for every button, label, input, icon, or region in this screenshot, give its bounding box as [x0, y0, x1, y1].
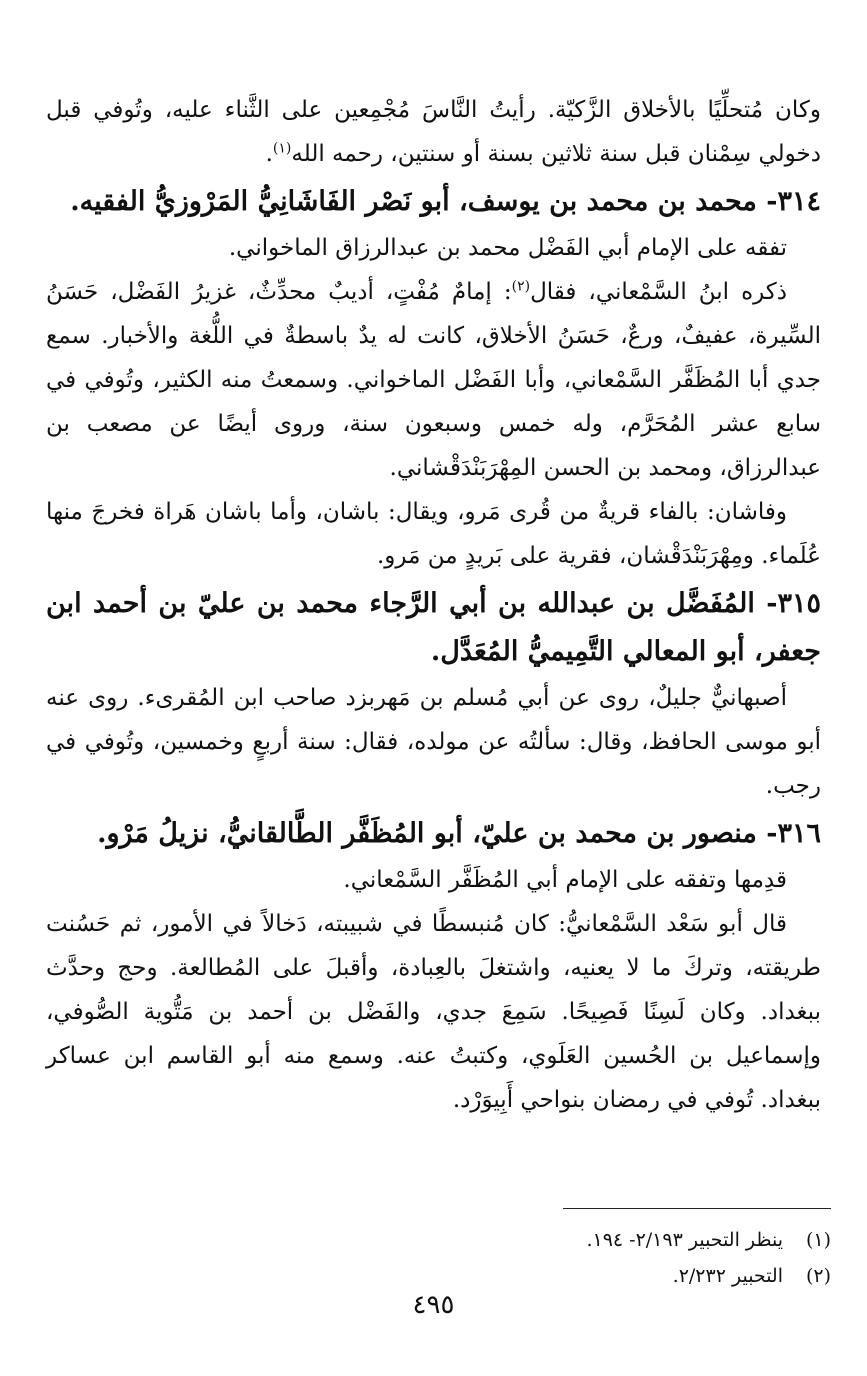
page-number: ٤٩٥: [412, 1290, 455, 1320]
footnote-text: ينظر التحبير ٢/١٩٣- ١٩٤.: [586, 1229, 783, 1251]
paragraph: [46, 88, 821, 176]
paragraph: وفاشان: بالفاء قريةٌ من قُرى مَرو، ويقال: باشان، وأما باشان هَراة فخرجَ منها عُلَماء. ومِهْرَبَنْدَقْشان، فقرية على بَريدٍ من مَرو.: [46, 499, 821, 569]
paragraph: أصبهانيٌّ جليلٌ، روى عن أبي مُسلم بن مَهربزد صاحب ابن المُقرىء. روى عنه أبو موسى الحافظ، وقال: سألتُه عن مولده، فقال: سنة أربعٍ وخمسين، وتُوفي في رجب.: [46, 685, 821, 799]
footnote-item: [200, 1222, 831, 1258]
footnote-ref: (٢): [511, 278, 531, 295]
entry-heading-314: ٣١٤- محمد بن محمد بن يوسف، أبو نَصْر الفَاشَانِيُّ المَرْوزيُّ الفقيه.: [70, 186, 821, 217]
paragraph: تفقه على الإمام أبي الفَضْل محمد بن عبدالرزاق الماخواني.: [228, 235, 787, 261]
paragraph-text: : إمامٌ مُفْتٍ، أديبٌ محدِّثٌ، غزيرُ الفَضْل، حَسَنُ السِّيرة، عفيفٌ، ورعٌ، حَسَنُ الأخلاق، كانت له يدٌ باسطةٌ في اللُّغة والأخبار. سمع جدي أبا المُظَفَّر السَّمْعاني، وأبا الفَضْل الماخواني. وسمعتُ منه الكثير، وتُوفي في سابع عشر المُحَرَّم، وله خمس وسبعون سنة، وروى أيضًا عن مصعب بن عبدالرزاق، ومحمد بن الحسن المِهْرَبَنْدَقْشاني.: [46, 279, 821, 481]
paragraph-end: .: [265, 141, 273, 167]
footnote-text: التحبير ٢/٢٣٢.: [672, 1265, 783, 1287]
paragraph: قدِمها وتفقه على الإمام أبي المُظَفَّر السَّمْعاني.: [343, 867, 787, 893]
main-text: [46, 88, 821, 1122]
footnote-item: [200, 1258, 831, 1294]
paragraph-text: ذكره ابنُ السَّمْعاني، فقال: [530, 279, 788, 305]
footnotes: [200, 1222, 831, 1294]
paragraph: قال أبو سَعْد السَّمْعانيُّ: كان مُنبسطًا في شبيبته، دَخالاً في الأمور، ثم حَسُنت طريقته، وتركَ ما لا يعنيه، واشتغلَ بالعِبادة، وأقبلَ على المُطالعة. وحج وحدَّث ببغداد. وكان لَسِنًا فَصِيحًا. سَمِعَ جدي، والفَضْل بن أحمد بن مَتُّوية الصُّوفي، وإسماعيل بن الحُسين العَلَوي، وكتبتُ عنه. وسمع منه أبو القاسم ابن عساكر ببغداد. تُوفي في رمضان بنواحي أَبِيوَرْد.: [46, 911, 821, 1113]
entry-heading-315: ٣١٥- المُفَضَّل بن عبدالله بن أبي الرَّجاء محمد بن عليّ بن أحمد ابن جعفر، أبو المعالي التَّمِيميُّ المُعَدَّل.: [46, 588, 821, 667]
footnote-mark: (١): [805, 1229, 831, 1251]
footnote-divider: [563, 1208, 831, 1209]
paragraph: [46, 270, 821, 490]
paragraph-text: وكان مُتحلِّيًا بالأخلاق الزَّكيّة. رأيتُ النَّاسَ مُجْمِعين على الثَّناء عليه، وتُوفي قبل دخولي سِمْنان قبل سنة ثلاثين بسنة أو سنتين، رحمه الله: [46, 97, 821, 167]
footnote-ref: (١): [272, 140, 292, 157]
footnote-mark: (٢): [805, 1265, 831, 1287]
entry-heading-316: ٣١٦- منصور بن محمد بن عليّ، أبو المُظَفَّر الطَّالقانيُّ، نزيلُ مَرْو.: [97, 818, 821, 849]
